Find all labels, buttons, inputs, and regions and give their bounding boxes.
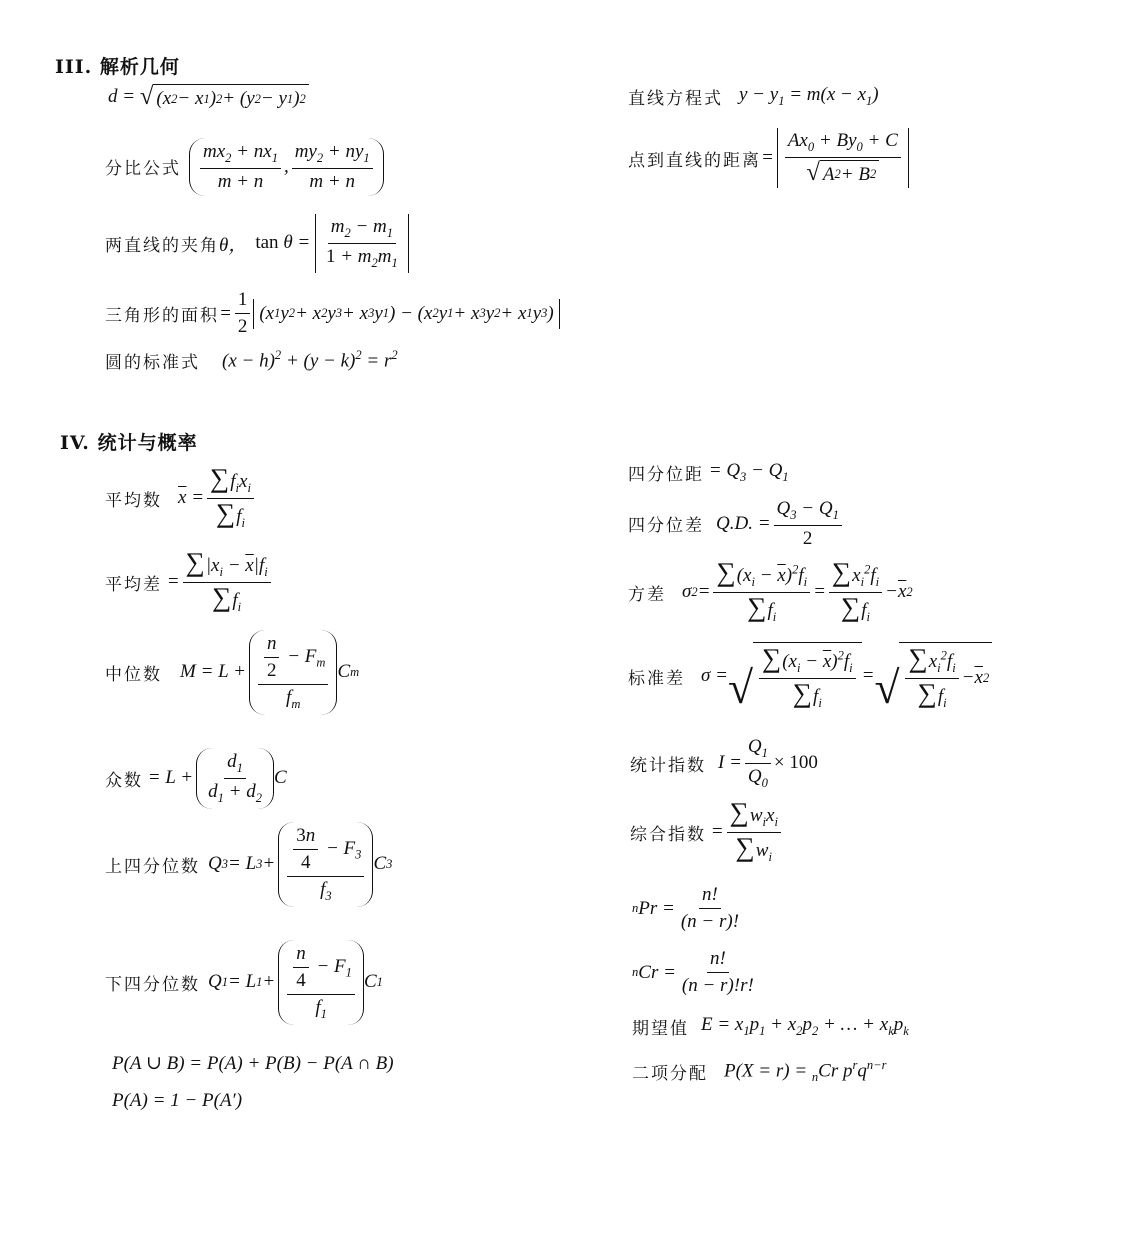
angle-theta-label: θ，	[219, 234, 248, 256]
upper-quartile-formula: 上四分位数 Q 3 = L 3 + $\frac{3n}{4}$ − $F_3$ $f_3$ C 3	[105, 822, 392, 907]
composite-index-formula: 综合指数 = $\frac{\sum w_ix_i}{\sum w_i}$	[630, 800, 784, 865]
point-line-distance-label: 点到直线的距离	[628, 150, 761, 171]
section-formula: 分比公式 $\frac{mx_2 + nx_1}{m + n}$ , $\frac{my_2 + ny_1}{m + n}$	[105, 138, 384, 196]
mean-deviation-formula: 平均差 = $\frac{\sum|x_i - \overline{x}|f_i}{\sum f_i}$	[105, 550, 274, 615]
distance-formula: d = √ (x 2 − x 1 ) 2 + (y 2 − y 1 ) 2	[108, 84, 309, 110]
section-heading-iv	[60, 428, 198, 455]
section-title: 统计与概率	[97, 432, 198, 454]
mean-label: 平均数	[105, 490, 162, 511]
angle-label: 两直线的夹角	[105, 235, 219, 256]
expected-value-formula: 期望值 $E = x_1p_1 + x_2p_2$ + … + $x_kp_k$	[632, 1014, 909, 1039]
circle-formula: 圆的标准式 $(x - h)^2 + (y - k)^2 = r^2$	[105, 348, 398, 373]
statistical-index-formula: 统计指数 I = $\frac{Q_1}{Q_0}$ × 100	[630, 736, 818, 790]
section-formula-label: 分比公式	[105, 159, 181, 180]
section-title: 解析几何	[99, 56, 180, 78]
binomial-distribution-label: 二项分配	[632, 1064, 708, 1085]
angle-between-lines-formula: 两直线的夹角 θ， tan θ = $\frac{m_2 - m_1}{1 + m_2m_1}$	[105, 214, 409, 273]
lower-quartile-label: 下四分位数	[105, 974, 200, 995]
section-numeral: IV.	[60, 432, 90, 454]
complement-probability-formula: P(A) = 1 − P(A′)	[112, 1090, 243, 1111]
iqr-label: 四分位距	[628, 465, 704, 485]
line-equation-formula: 直线方程式 $y - y_1 = m(x - x_1)$	[628, 84, 879, 109]
expected-value-label: 期望值	[632, 1019, 689, 1039]
quartile-deviation-label: 四分位差	[628, 516, 704, 537]
mode-label: 众数	[105, 770, 143, 791]
quartile-deviation-formula: 四分位差 Q.D. = $\frac{Q_3 - Q_1}{2}$	[628, 498, 845, 550]
median-formula: 中位数 M = L + $\frac{n}{2}$ − $F_m$ $f_m$ C m	[105, 630, 359, 715]
mean-formula: 平均数 $\overline{x}$ = $\frac{\sum f_ix_i}{\sum f_i}$	[105, 466, 257, 531]
mode-formula: 众数 = L + $\frac{d_1}{d_1 + d_2}$ C	[105, 748, 287, 809]
iqr-formula: 四分位距 = $Q_3 - Q_1$	[628, 460, 789, 485]
line-equation-label: 直线方程式	[628, 89, 723, 109]
binomial-distribution-formula: 二项分配 P(X = r) = $_n$Cr $p^rq^{n-r}$	[632, 1058, 887, 1085]
composite-index-label: 综合指数	[630, 824, 706, 845]
circle-label: 圆的标准式	[105, 353, 200, 373]
section-numeral: III.	[55, 56, 93, 78]
union-probability-formula: P(A ∪ B) = P(A) + P(B) − P(A ∩ B)	[112, 1053, 394, 1074]
statistical-index-label: 统计指数	[630, 755, 706, 776]
variance-label: 方差	[628, 584, 666, 605]
variance-formula: 方差 σ 2 = $\frac{\sum(x_i - \overline{x})^2f_i}{\sum f_i}$ = $\frac{\sum x_i^2f_i}{\sum f_i}$ − $\overline{x}$ 2	[628, 557, 913, 624]
permutation-formula: n Pr = $\frac{n!}{(n - r)!}$	[632, 884, 740, 932]
triangle-area-label: 三角形的面积	[105, 306, 219, 326]
upper-quartile-label: 上四分位数	[105, 856, 200, 877]
mean-deviation-label: 平均差	[105, 574, 162, 595]
triangle-area-formula: 三角形的面积 = $\frac{1}{2}$ (x 1 y 2 + x 2 y 3 + x 3 y 1 ) − (x 2 y 1 + x 3 y 2 + x 1 y 3 )	[105, 289, 560, 338]
median-label: 中位数	[105, 664, 162, 685]
standard-deviation-formula: 标准差 σ = √ $\frac{\sum(x_i - \overline{x})^2f_i}{\sum f_i}$ = √ $\frac{\sum x_i^2f_i}{\sum f_i}$ − $\overline{x}$ 2	[628, 642, 992, 711]
standard-deviation-label: 标准差	[628, 668, 685, 689]
lower-quartile-formula: 下四分位数 Q 1 = L 1 + $\frac{n}{4}$ − $F_1$ $f_1$ C 1	[105, 940, 383, 1025]
section-heading-iii	[55, 52, 180, 79]
combination-formula: n Cr = $\frac{n!}{(n - r)!r!}$	[632, 948, 754, 996]
point-line-distance-formula: 点到直线的距离 = $Ax_0 + By_0 + C$ √ A 2 + B 2	[628, 128, 909, 188]
